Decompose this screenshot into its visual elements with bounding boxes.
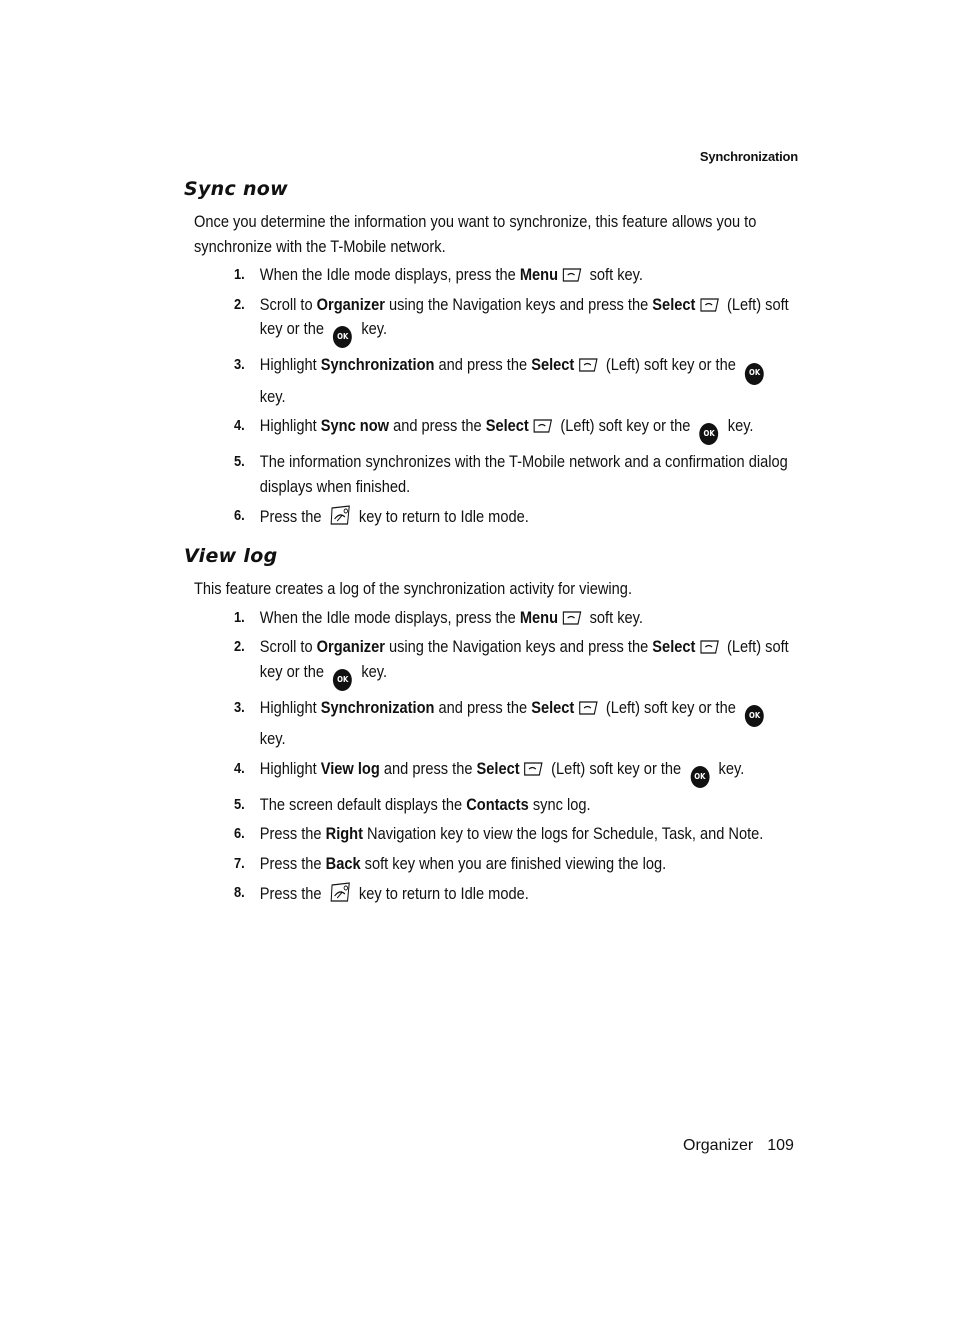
key-term: Synchronization (320, 355, 435, 375)
left-soft-key-icon (561, 267, 582, 283)
step-text: and press the (379, 758, 477, 778)
step-number: 1. (234, 266, 245, 283)
step-text: Scroll to (259, 294, 317, 314)
page-number: 109 (767, 1137, 794, 1154)
step-item (234, 822, 794, 847)
step-number: 1. (234, 608, 245, 626)
step-text: key. (723, 416, 754, 435)
step-item (234, 353, 794, 409)
step-text: soft key. (585, 265, 643, 284)
section-intro: This feature creates a log of the synchronization activity for viewing. (194, 579, 633, 598)
left-soft-key-icon (578, 700, 599, 716)
step-text: Press the (259, 507, 326, 527)
step-item (234, 414, 794, 445)
section-title: Sync now (184, 178, 289, 200)
step-item (234, 635, 794, 691)
step-item (234, 263, 794, 288)
key-term: Select (476, 758, 520, 778)
key-term: Contacts (466, 794, 529, 814)
section-title: View log (184, 545, 278, 567)
key-term: Select (652, 637, 696, 656)
step-item (234, 450, 794, 499)
step-number: 7. (234, 854, 245, 872)
key-term: Select (531, 355, 575, 375)
step-text: (Left) soft key or the (556, 416, 695, 435)
key-term: Select (531, 697, 575, 717)
step-text: Highlight (259, 758, 321, 778)
step-text: key to return to Idle mode. (354, 507, 529, 527)
key-term: Back (325, 853, 361, 873)
step-text: (Left) soft key or the (601, 697, 740, 717)
step-number: 3. (234, 698, 245, 716)
footer-section: Organizer (683, 1137, 754, 1154)
step-text: soft key. (585, 607, 643, 627)
step-text: key. (714, 758, 745, 778)
left-soft-key-icon (578, 357, 599, 373)
step-item (234, 852, 794, 877)
step-item (234, 696, 794, 752)
ok-key-icon: OK (745, 705, 764, 727)
step-number: 8. (234, 884, 245, 902)
step-text: (Left) soft key or the (547, 758, 686, 778)
step-text: key. (259, 386, 286, 406)
left-soft-key-icon (523, 761, 544, 777)
step-item (234, 793, 794, 818)
step-text: When the Idle mode displays, press the (259, 607, 520, 627)
step-number: 4. (234, 759, 245, 777)
step-number: 2. (234, 638, 245, 655)
key-term: Menu (519, 607, 559, 627)
step-text: using the Navigation keys and press the (384, 637, 653, 656)
step-item (234, 504, 794, 530)
key-term: Organizer (316, 637, 385, 656)
step-text: When the Idle mode displays, press the (259, 265, 520, 284)
step-text: key to return to Idle mode. (354, 884, 529, 904)
step-text: (Left) soft key or the (601, 355, 740, 375)
step-number: 5. (234, 795, 245, 813)
section-view-log (184, 545, 804, 912)
left-soft-key-icon (699, 639, 720, 655)
step-text: Press the (259, 824, 326, 844)
key-term: Synchronization (320, 697, 435, 717)
step-number: 6. (234, 507, 245, 525)
step-text: soft key when you are finished viewing the log. (360, 853, 667, 873)
step-text: The information synchronizes with the T-Mobile network and a confirmation dialog displays when finished. (259, 452, 788, 496)
running-head: Synchronization (699, 149, 798, 164)
step-text: Highlight (259, 697, 321, 717)
left-soft-key-icon (561, 610, 582, 626)
step-text: key. (357, 661, 388, 681)
step-text: key. (259, 729, 286, 748)
step-text: The screen default displays the (259, 794, 467, 814)
section-intro: Once you determine the information you want to synchronize, this feature allows you to synchronize with the T-Mobile network. (194, 212, 757, 256)
step-text: Scroll to (259, 637, 317, 656)
key-term: Menu (519, 265, 559, 284)
key-term: Organizer (316, 294, 385, 314)
step-number: 4. (234, 417, 245, 434)
step-item (234, 881, 794, 907)
ok-key-icon: OK (690, 766, 709, 788)
left-soft-key-icon (532, 418, 553, 434)
step-number: 2. (234, 295, 245, 313)
ok-key-icon: OK (333, 326, 352, 348)
step-text: Highlight (259, 355, 321, 375)
steps-list (234, 606, 794, 907)
key-term: View log (320, 758, 380, 778)
ok-key-icon: OK (333, 669, 352, 691)
step-text: key. (357, 319, 388, 338)
page-footer (683, 1137, 808, 1155)
end-key-icon (329, 881, 351, 903)
ok-key-icon: OK (745, 363, 764, 385)
step-text: (Left) soft key or the (259, 294, 789, 338)
step-number: 5. (234, 453, 245, 471)
step-number: 6. (234, 825, 245, 843)
section-sync-now (184, 178, 804, 535)
key-term: Right (325, 824, 363, 844)
step-text: and press the (434, 355, 532, 375)
steps-list (234, 263, 794, 530)
step-item (234, 757, 794, 788)
step-text: Press the (259, 884, 326, 904)
key-term: Select (485, 416, 529, 435)
step-item (234, 606, 794, 631)
step-text: using the Navigation keys and press the (384, 294, 653, 314)
key-term: Sync now (320, 416, 390, 435)
step-text: Highlight (259, 416, 321, 435)
step-text: Press the (259, 853, 326, 873)
step-text: and press the (434, 697, 532, 717)
key-term: Select (652, 294, 696, 314)
step-number: 3. (234, 356, 245, 374)
step-item (234, 293, 794, 349)
step-text: Navigation key to view the logs for Schedule, Task, and Note. (362, 824, 764, 844)
left-soft-key-icon (699, 297, 720, 313)
end-key-icon (329, 504, 351, 526)
step-text: and press the (389, 416, 486, 435)
step-text: sync log. (528, 794, 591, 814)
ok-key-icon: OK (700, 423, 719, 445)
step-text: (Left) soft key or the (259, 637, 789, 681)
